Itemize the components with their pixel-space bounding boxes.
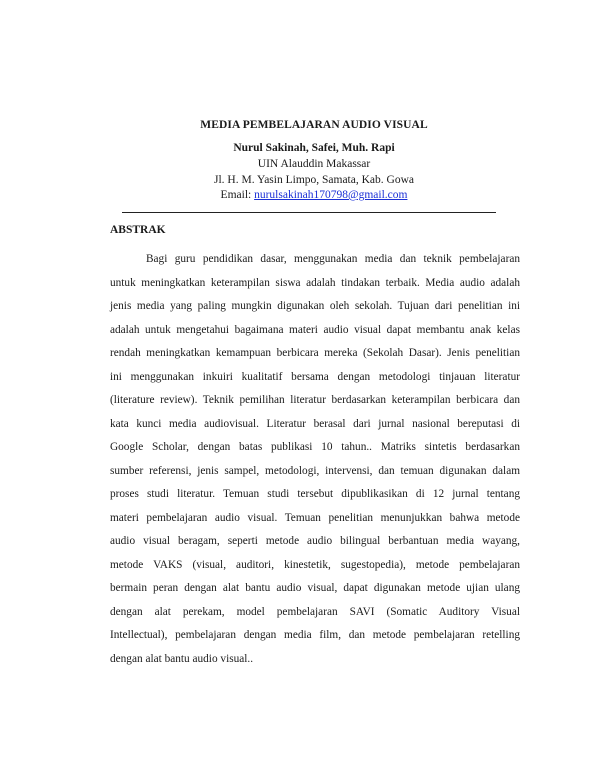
abstract-line: dengan alat bantu audio visual.. [110, 652, 254, 665]
email-link[interactable]: nurulsakinah170798@gmail.com [254, 189, 408, 201]
abstract-line: Bagi guru pendidikan dasar, menggunakan media dan teknik pembelajaran [146, 253, 520, 265]
abstract-line: kata kunci media audiovisual. Literatur berasal dari jurnal nasional bereputasi di [110, 417, 520, 430]
author-address: Jl. H. M. Yasin Limpo, Samata, Kab. Gowa [214, 174, 414, 186]
header-divider [122, 212, 496, 213]
abstract-line: ini menggunakan inkuiri kualitatif bersama dengan metodologi tinjauan literatur [110, 370, 520, 383]
abstract-line: untuk meningkatkan keterampilan siswa adalah tindakan terbaik. Media audio adalah [110, 276, 520, 289]
abstract-line: dengan alat perekam, model pembelajaran SAVI (Somatic Auditory Visual [110, 605, 520, 618]
email-label: Email: [220, 189, 255, 201]
abstract-line: Google Scholar, dengan batas publikasi 10 tahun.. Matriks sintetis berdasarkan [110, 441, 520, 453]
paper-authors: Nurul Sakinah, Safei, Muh. Rapi [233, 142, 395, 154]
abstract-line: materi pembelajaran audio visual. Temuan penelitian menunjukkan bahwa metode [110, 511, 520, 524]
abstract-line: Intellectual), pembelajaran dengan media film, dan metode pembelajaran retelling [110, 629, 520, 641]
abstract-line: proses studi literatur. Temuan studi tersebut dipublikasikan di 12 jurnal tentang [110, 488, 520, 500]
abstract-heading: ABSTRAK [110, 224, 166, 236]
abstract-body [110, 248, 520, 671]
paper-title: MEDIA PEMBELAJARAN AUDIO VISUAL [200, 119, 428, 131]
abstract-line: jenis media yang paling mungkin digunakan oleh sekolah. Tujuan dari penelitian ini [110, 300, 520, 312]
abstract-line: adalah untuk mengetahui bagaimana materi audio visual dapat membantu anak kelas [110, 323, 520, 336]
abstract-line: bermain peran dengan alat bantu audio visual, dapat digunakan metode ujian ulang [110, 582, 520, 594]
abstract-line: metode VAKS (visual, auditori, kinestetik, sugestopedia), metode pembelajaran [110, 558, 520, 571]
author-email-line [0, 189, 600, 201]
author-institution: UIN Alauddin Makassar [257, 158, 371, 170]
abstract-line: sumber referensi, jenis sampel, metodologi, intervensi, dan temuan digunakan dalam [110, 464, 520, 477]
abstract-line: audio visual beragam, seperti metode audio bilingual berbantuan media wayang, [110, 535, 520, 547]
abstract-line: (literature review). Teknik pemilihan literatur berdasarkan keterampilan berbicara dan [110, 394, 520, 406]
abstract-line: rendah meningkatkan kemampuan berbicara mereka (Sekolah Dasar). Jenis penelitian [110, 347, 520, 359]
